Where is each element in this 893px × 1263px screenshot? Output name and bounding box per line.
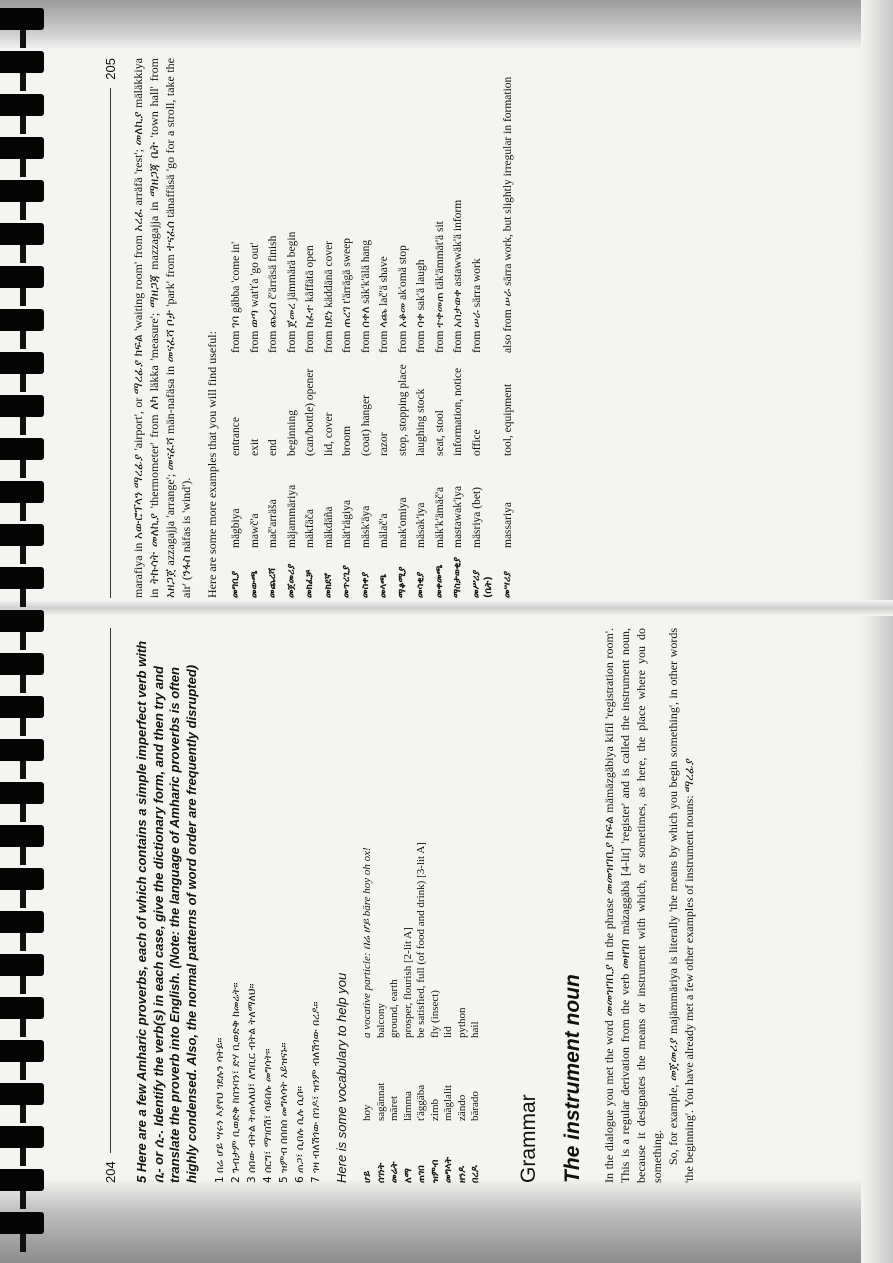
vocab-meaning: fly (insect) bbox=[428, 990, 441, 1038]
example-meaning: end bbox=[267, 439, 279, 456]
example-transliteration: massariya bbox=[501, 502, 514, 548]
example-meaning: beginning bbox=[285, 410, 298, 456]
example-meaning: office bbox=[470, 429, 483, 456]
proverb: 4 ሰርግ፣ ማገበሽ፣ ሳይበሉ መግሳት። bbox=[262, 1048, 274, 1183]
example-row bbox=[341, 58, 354, 598]
binding-coil bbox=[0, 51, 44, 73]
example-amharic: መሳቂያ bbox=[415, 571, 426, 598]
page-204 bbox=[100, 628, 840, 1183]
example-source: from ጠረገ t'ärrägä sweep bbox=[341, 238, 353, 353]
page-number: 204 bbox=[102, 1161, 118, 1183]
example-transliteration: mak'omiya bbox=[396, 497, 409, 548]
exercise-5 bbox=[134, 628, 200, 1183]
example-transliteration: mäsriya (bet) bbox=[470, 487, 483, 548]
vocab-amharic: መሬት bbox=[389, 1161, 400, 1183]
vocab-meaning: hail bbox=[469, 1021, 481, 1038]
binding-coil bbox=[0, 1040, 44, 1062]
header-rule bbox=[110, 88, 111, 598]
section-heading: The instrument noun bbox=[560, 974, 584, 1183]
example-amharic: መጥረጊያ bbox=[341, 565, 352, 598]
example-amharic: መሣሪያ bbox=[501, 570, 513, 598]
example-source: from ጀመረ jämmärä begin bbox=[285, 231, 298, 353]
example-source: from ወጣ wat'ťa 'go out' bbox=[248, 242, 261, 353]
vocab-amharic: ለማ bbox=[402, 1168, 414, 1183]
example-meaning: tool, equipment bbox=[501, 383, 514, 456]
vocab-row bbox=[429, 628, 443, 1183]
page-205 bbox=[100, 58, 840, 598]
example-transliteration: mastawak'iya bbox=[452, 485, 464, 548]
vocab-row bbox=[361, 628, 375, 1183]
example-source: also from ሠራ särra work, but slightly irregular in formation bbox=[501, 76, 514, 353]
header-rule bbox=[110, 628, 111, 1153]
binding-coil bbox=[0, 782, 44, 804]
vocab-meaning: balcony bbox=[374, 1003, 387, 1038]
vocab-row bbox=[415, 628, 429, 1183]
example-row bbox=[267, 58, 280, 598]
example-amharic: መግቢያ bbox=[230, 570, 241, 598]
example-meaning: broom bbox=[341, 425, 353, 456]
example-meaning: entrance bbox=[230, 417, 242, 456]
example-row bbox=[304, 58, 317, 598]
page-gutter bbox=[0, 600, 893, 616]
vocab-amharic: ጠገበ bbox=[416, 1165, 427, 1183]
examples-list bbox=[230, 58, 514, 598]
example-meaning: razor bbox=[378, 432, 390, 456]
example-transliteration: mäk'k'ämäč'a bbox=[433, 486, 446, 548]
vocab-amharic: ሰገነት bbox=[375, 1162, 387, 1183]
example-amharic: መሥሪያ (ቤት) bbox=[470, 569, 494, 598]
page-number: 205 bbox=[102, 58, 118, 80]
vocab-intro: Here is some vocabulary to help you bbox=[334, 972, 349, 1183]
binding-coil bbox=[0, 395, 44, 417]
spiral-binding bbox=[0, 0, 48, 1263]
example-source: from ሠራ särra work bbox=[470, 258, 483, 353]
example-source: from አቆመ ak'omä stop bbox=[396, 245, 409, 353]
paragraph: So, for example, መጀመሪያ majämmäriya is literally 'the means by which you begin something', in other words 'the beginning'. You have already met a few other examples of instrument nouns: ማረፊያ bbox=[665, 628, 696, 1183]
vocab-row bbox=[442, 628, 456, 1183]
example-row bbox=[323, 58, 336, 598]
vocab-row bbox=[388, 628, 402, 1183]
binding-coil bbox=[0, 1169, 44, 1191]
binding-coil bbox=[0, 94, 44, 116]
vocab-transliteration: lämma bbox=[401, 1091, 414, 1121]
example-row bbox=[249, 58, 262, 598]
example-source: from ከደነ käddänä cover bbox=[322, 240, 335, 353]
vocab-amharic: መግላት bbox=[443, 1156, 454, 1183]
vocab-meaning: prosper, flourish [2-lit A] bbox=[401, 927, 414, 1038]
example-amharic: መቀመጫ bbox=[433, 564, 445, 598]
binding-coil bbox=[0, 825, 44, 847]
proverb: 1 በሬ ሆይ ሣሩን እያየህ ገደሉን ሳትይ። bbox=[214, 1037, 226, 1183]
vocab-transliteration: märet bbox=[388, 1095, 400, 1121]
grammar-heading: Grammar bbox=[516, 1094, 540, 1183]
binding-coil bbox=[0, 481, 44, 503]
vocab-meaning: ground, earth bbox=[388, 979, 400, 1038]
vocab-meaning: be satisfied, full (of food and drink) [3-lit A] bbox=[415, 842, 427, 1038]
binding-coil bbox=[0, 266, 44, 288]
example-source: from ሰቀለ säk'k'älä hang bbox=[359, 239, 372, 353]
example-transliteration: mawč'a bbox=[248, 513, 261, 548]
example-row bbox=[286, 58, 299, 598]
example-transliteration: mäjammäriya bbox=[285, 484, 298, 548]
vocab-transliteration: mäglalit bbox=[442, 1084, 454, 1121]
example-amharic: መላጫ bbox=[378, 574, 389, 598]
example-amharic: መክደኛ bbox=[322, 573, 334, 598]
binding-coil bbox=[0, 352, 44, 374]
example-transliteration: mäsk'äya bbox=[359, 505, 372, 548]
example-amharic: መጨረሻ bbox=[267, 567, 278, 598]
example-amharic: ማስታወቂያ bbox=[452, 556, 463, 598]
example-meaning: information, notice bbox=[452, 367, 464, 456]
proverb: 2 ጉብታም ቢወድቅ ከበንባን፣ ድሃ ቢወድቅ ከመሬት። bbox=[230, 982, 242, 1183]
binding-coil bbox=[0, 997, 44, 1019]
binding-coil bbox=[0, 610, 44, 632]
example-source: from ተቀመጠ täk'ämmät'ä sit bbox=[433, 221, 446, 353]
proverb: 5 ዝምብ በበበሰ መግላሳት አይዝናኑ። bbox=[278, 1042, 290, 1183]
vocab-meaning: python bbox=[455, 1007, 468, 1038]
proverb: 3 ሰበው ብትል ትጠላለህ፣ ለግቢር ብትል ትለማለህ። bbox=[246, 983, 258, 1183]
binding-coil bbox=[0, 954, 44, 976]
example-transliteration: mät'rägiya bbox=[341, 499, 353, 548]
example-row bbox=[415, 58, 428, 598]
vocab-row bbox=[402, 628, 416, 1183]
binding-coil bbox=[0, 739, 44, 761]
example-row bbox=[502, 58, 515, 598]
example-source: from ከፈተ käffätä open bbox=[304, 245, 316, 353]
binding-coil bbox=[0, 137, 44, 159]
example-amharic: ማቆሚያ bbox=[396, 566, 408, 598]
example-transliteration: mäsak'iya bbox=[415, 502, 427, 548]
proverb: 7 ጎዛ ብለሽጎው በገዶ፣ ዝንም ብለሽጎው በረዶ። bbox=[310, 1001, 322, 1183]
vocab-meaning: lid bbox=[442, 1026, 454, 1038]
scanner-edge-right bbox=[861, 0, 893, 1263]
vocab-transliteration: t'äggäba bbox=[415, 1084, 427, 1121]
example-source: from ሳቀ sak'ä laugh bbox=[415, 259, 427, 353]
vocab-transliteration: bärado bbox=[469, 1091, 481, 1121]
paragraph: marafiya in አውሮፕላን ማረፊያ 'airport', or ማረፊያ ክፍል 'waiting room' from አረፈ arräfä 'rest'; መለኪያ mäläkkiya in ትኩሳት መለኪያ 'thermometer' from ለካ läkka 'measure'; ማዘጋጃ mazzagajja in ማዘጋጃ ቤት 'town hall' from አዘጋጀ azzagajja 'arrange'; መናፈሻ män-nafäsa in መናፈሻ ቦታ 'park' from ተናፈሰ tänaffäsä 'go for a stroll, take the air' (ንፋስ näfas is 'wind'). bbox=[131, 58, 193, 598]
example-transliteration: mäkfäča bbox=[304, 509, 316, 548]
binding-coil bbox=[0, 8, 44, 30]
example-meaning: stop, stopping place bbox=[396, 364, 409, 456]
proverb: 6 ጠጋ፣ ሲበሉ ሲሉ ሲሰ። bbox=[294, 1086, 306, 1183]
example-meaning: (can/bottle) opener bbox=[304, 368, 316, 456]
example-source: from ገባ gäbba 'come in' bbox=[230, 241, 242, 353]
binding-coil bbox=[0, 1126, 44, 1148]
vocab-amharic: ዘንዶ bbox=[456, 1165, 468, 1183]
example-source: from አስታወቀ astawwäk'ä inform bbox=[452, 199, 464, 353]
example-meaning: (coat) hanger bbox=[359, 395, 372, 456]
example-row bbox=[230, 58, 243, 598]
vocab-row bbox=[469, 628, 483, 1183]
example-transliteration: mälač'a bbox=[378, 513, 390, 548]
example-amharic: መውጫ bbox=[248, 570, 260, 598]
binding-coil bbox=[0, 309, 44, 331]
example-source: from ጨረሰ č'ärräsä finish bbox=[267, 235, 279, 353]
binding-coil bbox=[0, 1212, 44, 1234]
example-amharic: መክፈቻ bbox=[304, 569, 315, 598]
binding-coil bbox=[0, 524, 44, 546]
example-row bbox=[360, 58, 373, 598]
example-transliteration: mač'arräša bbox=[267, 499, 279, 548]
examples-intro: Here are some more examples that you will find useful: bbox=[205, 331, 219, 598]
vocab-row bbox=[456, 628, 470, 1183]
exercise-number: 5 bbox=[134, 1175, 149, 1183]
example-row bbox=[397, 58, 410, 598]
example-amharic: መስቀያ bbox=[359, 571, 371, 598]
example-row bbox=[471, 58, 496, 598]
example-transliteration: mäkdäña bbox=[322, 506, 335, 548]
binding-coil bbox=[0, 653, 44, 675]
vocab-amharic: ዝምብ bbox=[429, 1159, 441, 1183]
binding-coil bbox=[0, 223, 44, 245]
example-meaning: lid, cover bbox=[322, 412, 335, 456]
vocab-transliteration: zändo bbox=[455, 1094, 468, 1121]
binding-coil bbox=[0, 696, 44, 718]
example-amharic: መጀመሪያ bbox=[285, 563, 297, 598]
vocab-transliteration: sagännat bbox=[374, 1082, 387, 1121]
binding-coil bbox=[0, 180, 44, 202]
binding-coil bbox=[0, 1083, 44, 1105]
example-meaning: seat, stool bbox=[433, 410, 446, 456]
vocab-transliteration: hoy bbox=[361, 1104, 373, 1121]
binding-coil bbox=[0, 911, 44, 933]
vocab-list bbox=[361, 628, 483, 1183]
scanner-edge-top bbox=[0, 0, 893, 48]
binding-coil bbox=[0, 868, 44, 890]
example-meaning: exit bbox=[248, 438, 261, 456]
binding-coil bbox=[0, 567, 44, 589]
example-meaning: laughing stock bbox=[415, 388, 427, 456]
vocab-meaning: a vocative particle: በሬ ሆይ bäre hoy oh ox! bbox=[361, 847, 373, 1038]
example-source: from ላጨ lač'ä shave bbox=[378, 256, 390, 353]
example-row bbox=[452, 58, 465, 598]
vocab-amharic: በረዶ bbox=[470, 1165, 481, 1183]
scanner-edge-bottom bbox=[0, 1180, 893, 1263]
vocab-row bbox=[375, 628, 389, 1183]
paragraph: In the dialogue you met the word መመዝገቢያ in the phrase መመዝገቢያ ክፍል mämäzgäbiya kifil 'registration room'. This is a regular derivation from the verb መዘገበ mäzaggäbä [4-lit] 'register' and is called the instrument noun, because it designates the means or instrument with which, or sometimes, as here, the place where you do something. bbox=[601, 628, 664, 1183]
binding-coil bbox=[0, 438, 44, 460]
example-row bbox=[434, 58, 447, 598]
vocab-transliteration: zimb bbox=[428, 1099, 441, 1121]
proverb-list bbox=[212, 628, 324, 1183]
vocab-amharic: ሆይ bbox=[362, 1170, 373, 1183]
example-transliteration: mägbiya bbox=[230, 508, 242, 548]
example-row bbox=[378, 58, 391, 598]
exercise-instructions: Here are a few Amharic proverbs, each of which contains a simple imperfect verb with ቢ- or ሲ-. Identify the verb(s) in each case, give the dictionary form, and then try and translate the proverb into English. (Note: the language of Amharic proverbs is often highly condensed. Also, the normal patterns of word order are frequently disrupted) bbox=[134, 640, 199, 1183]
